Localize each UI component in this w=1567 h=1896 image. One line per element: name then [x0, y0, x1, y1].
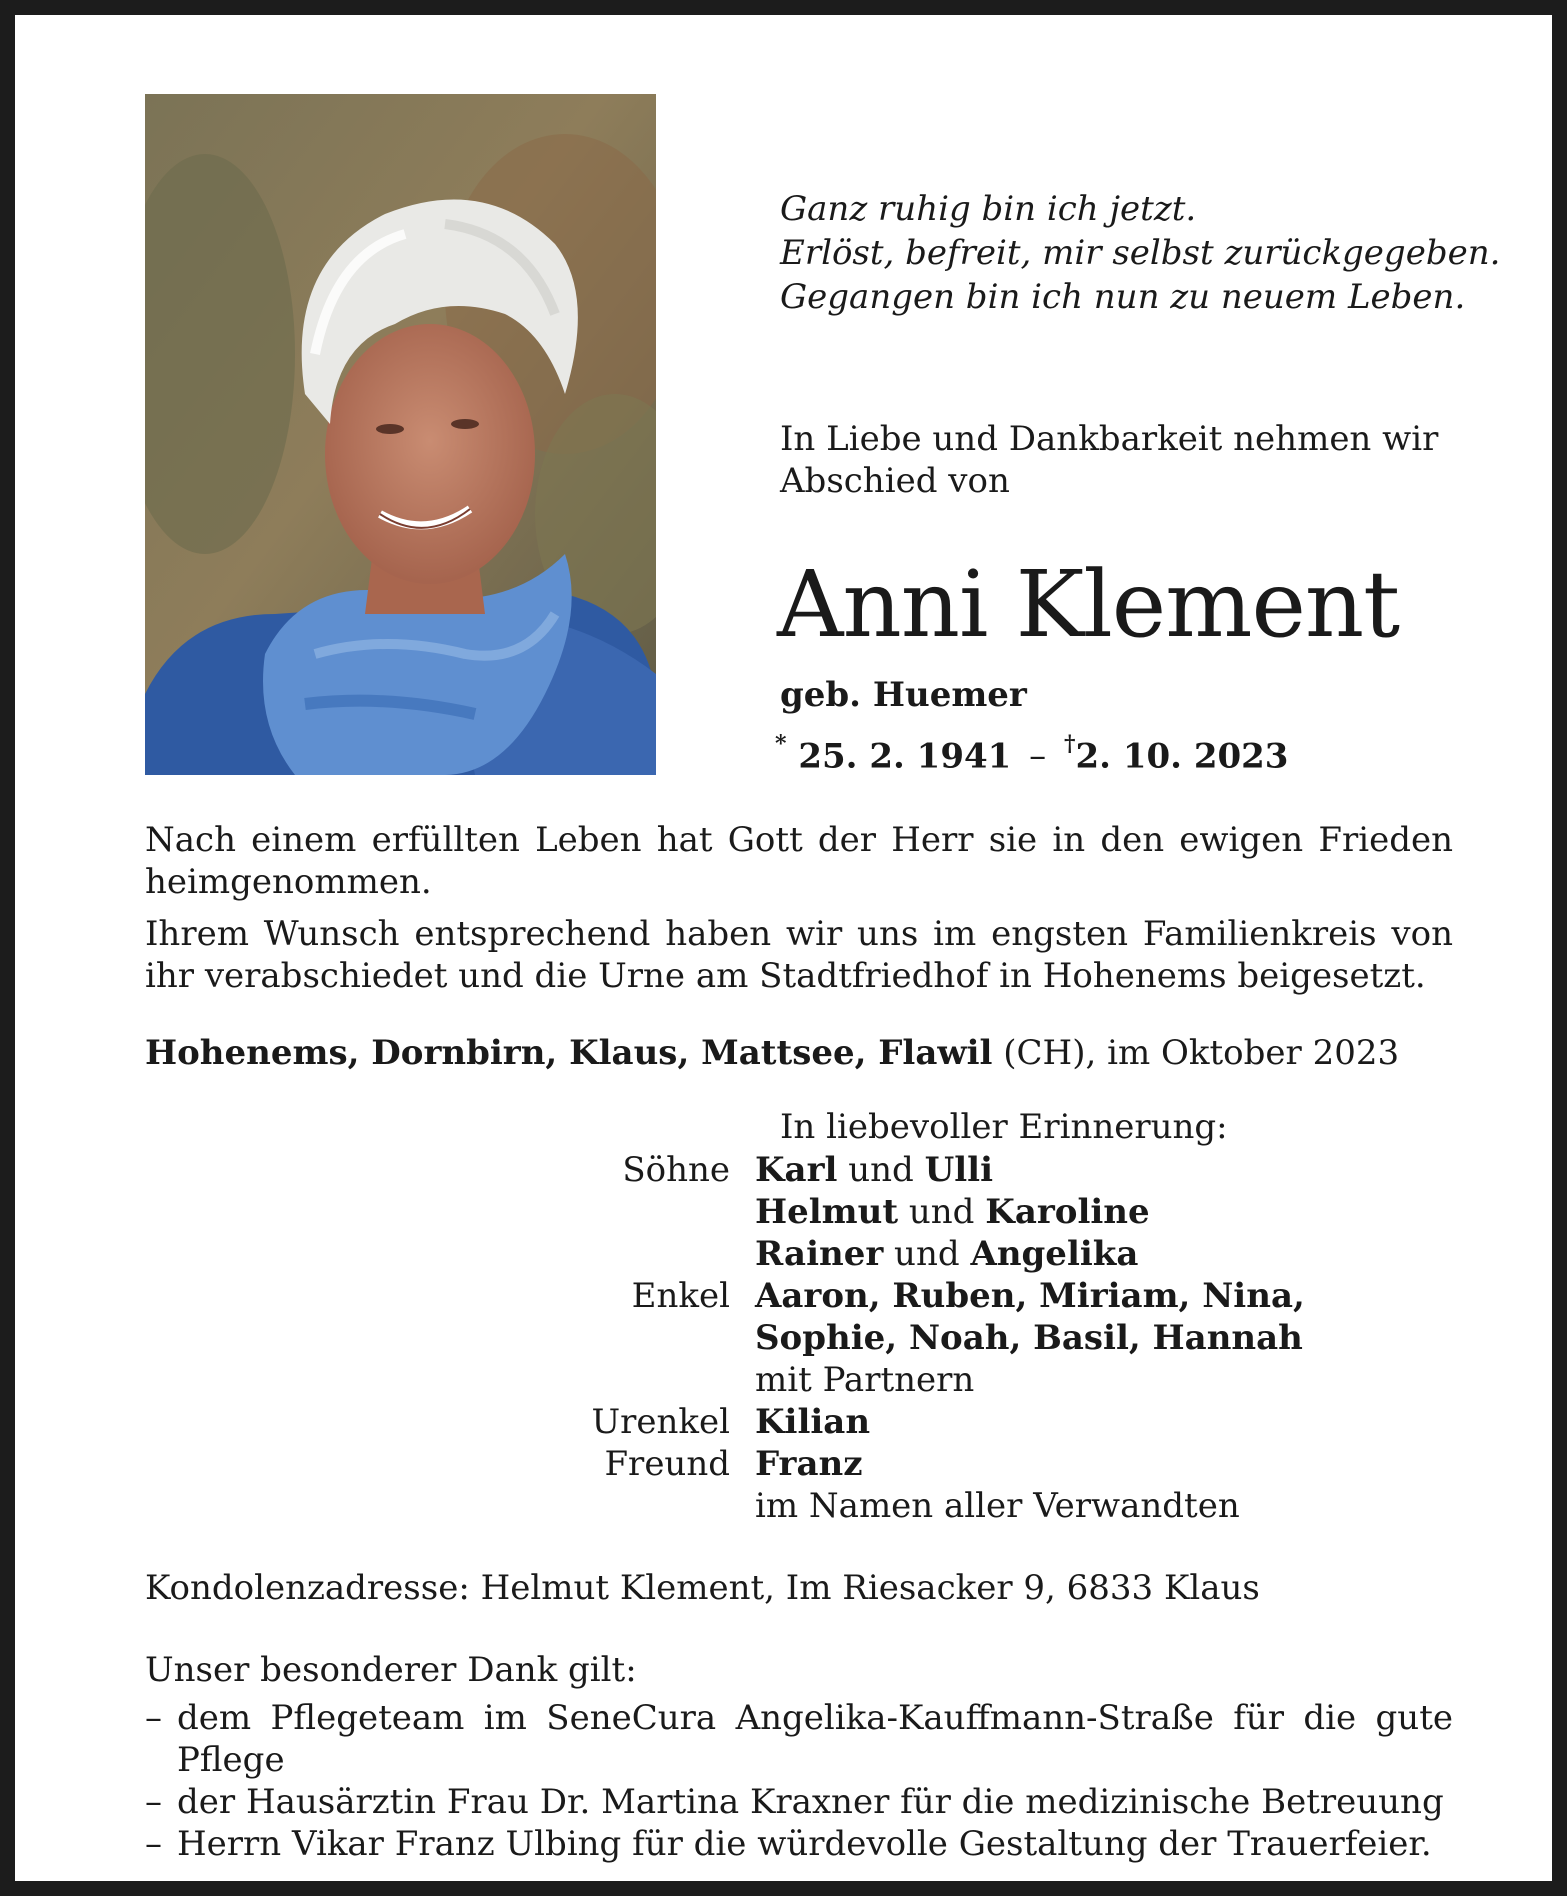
- list-item: [145, 1697, 1453, 1781]
- family-row: [515, 1317, 1305, 1359]
- places-and-date: [145, 1033, 1399, 1073]
- portrait-image: [145, 94, 656, 775]
- list-item-text: dem Pflegeteam im SeneCura Angelika-Kauffmann-Straße für die gute Pflege: [177, 1698, 1453, 1780]
- deceased-name: Anni Klement: [777, 551, 1400, 658]
- death-date: 2. 10. 2023: [1075, 736, 1289, 777]
- memorial-quote: [780, 187, 1500, 319]
- paragraph-burial: Ihrem Wunsch entsprechend haben wir uns im engsten Familienkreis von ihr verabschiedet und die Urne am Stadtfriedhof in Hohenems beigesetzt.: [145, 914, 1453, 996]
- maiden-name: geb. Huemer: [780, 675, 1027, 715]
- family-row: [515, 1401, 1305, 1443]
- thanks-title: Unser besonderer Dank gilt:: [145, 1650, 637, 1690]
- farewell-intro: [780, 418, 1438, 502]
- list-item: [145, 1781, 1453, 1823]
- intro-line: In Liebe und Dankbarkeit nehmen wir: [780, 419, 1439, 459]
- list-bullet: –: [145, 1698, 162, 1738]
- birth-symbol: *: [775, 731, 787, 757]
- quote-line: Erlöst, befreit, mir selbst zurückgegeben.: [780, 233, 1501, 273]
- list-bullet: –: [145, 1782, 162, 1822]
- paragraph-passing: Nach einem erfüllten Leben hat Gott der Herr sie in den ewigen Frieden heimgenommen.: [145, 820, 1453, 902]
- family-note: mit Partnern: [755, 1360, 975, 1400]
- thanks-list: [145, 1697, 1453, 1865]
- family-closing: im Namen aller Verwandten: [755, 1486, 1240, 1526]
- family-row: [515, 1233, 1305, 1275]
- family-row: [515, 1191, 1305, 1233]
- intro-line: Abschied von: [780, 461, 1010, 501]
- family-row: [515, 1485, 1305, 1527]
- quote-line: Gegangen bin ich nun zu neuem Leben.: [780, 277, 1466, 317]
- family-names: Kilian: [755, 1402, 871, 1442]
- remembrance-title: In liebevoller Erinnerung:: [780, 1107, 1228, 1147]
- places-suffix: (CH), im Oktober 2023: [992, 1033, 1400, 1073]
- portrait-photo: [145, 94, 656, 775]
- family-row: [515, 1359, 1305, 1401]
- list-item-text: Herrn Vikar Franz Ulbing für die würdevolle Gestaltung der Trauerfeier.: [177, 1824, 1432, 1864]
- family-row: [515, 1149, 1305, 1191]
- family-names: Helmut und Karoline: [755, 1192, 1150, 1232]
- family-names: Karl und Ulli: [755, 1150, 994, 1190]
- date-separator: –: [1029, 736, 1047, 777]
- list-item-text: der Hausärztin Frau Dr. Martina Kraxner für die medizinische Betreuung: [177, 1782, 1444, 1822]
- death-symbol: †: [1064, 731, 1076, 757]
- family-names: Aaron, Ruben, Miriam, Nina,: [755, 1276, 1305, 1316]
- family-names: Rainer und Angelika: [755, 1234, 1139, 1274]
- role-label: Söhne: [622, 1150, 730, 1190]
- condolence-address: Kondolenzadresse: Helmut Klement, Im Riesacker 9, 6833 Klaus: [145, 1568, 1260, 1608]
- list-item: [145, 1823, 1453, 1865]
- family-row: [515, 1275, 1305, 1317]
- family-list: [515, 1149, 1305, 1527]
- places-list: Hohenems, Dornbirn, Klaus, Mattsee, Flawil: [145, 1033, 993, 1073]
- role-label: Urenkel: [591, 1402, 730, 1442]
- family-names: Sophie, Noah, Basil, Hannah: [755, 1318, 1303, 1358]
- list-bullet: –: [145, 1824, 162, 1864]
- family-names: Franz: [755, 1444, 863, 1484]
- quote-line: Ganz ruhig bin ich jetzt.: [780, 189, 1197, 229]
- birth-date: 25. 2. 1941: [798, 736, 1012, 777]
- family-row: [515, 1443, 1305, 1485]
- role-label: Enkel: [631, 1276, 730, 1316]
- life-dates: [775, 731, 1289, 777]
- role-label: Freund: [604, 1444, 730, 1484]
